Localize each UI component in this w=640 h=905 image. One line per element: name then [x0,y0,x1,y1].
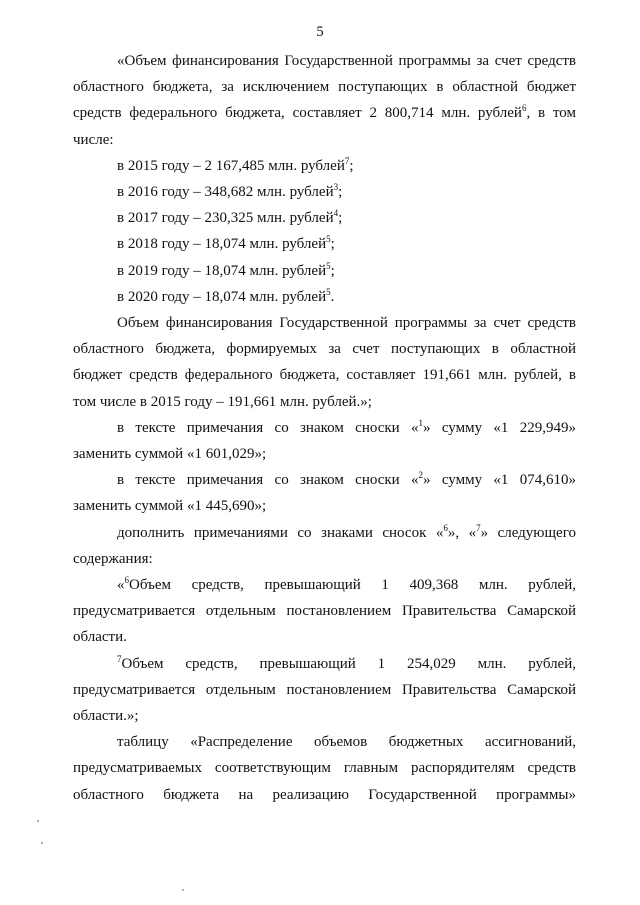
text-line: таблицу «Распределение объемов бюджетных ассигнований, [117,734,576,751]
punctuation: . [330,288,335,305]
text-fragment: » сумму «1 074,610» [423,472,576,489]
text-fragment: Объем средств, превышающий 1 409,368 млн. рублей, [129,577,576,594]
text-line: областного бюджета, формируемых за счет поступающих в областной [73,341,576,358]
text-line: том числе в 2015 году – 191,661 млн. рублей.»; [73,393,372,410]
year-amount-text: в 2017 году – 230,325 млн. рублей [117,210,334,227]
text-line: предусматривается отдельным постановлением Правительства Самарской [73,603,576,620]
footnote-ref: 6 [124,575,129,586]
footnote-ref: 7 [476,522,481,533]
year-amount-item [73,284,576,310]
text-fragment: дополнить примечаниями со знаками сносок « [117,524,444,541]
punctuation: ; [330,262,335,279]
footnote-ref: 4 [333,208,339,219]
footnote-ref: 5 [326,260,331,271]
text-fragment: », « [447,524,477,541]
punctuation: ; [338,210,343,227]
text-line [73,100,576,126]
text-fragment: » сумму «1 229,949» [423,419,576,436]
text-line: Объем финансирования Государственной программы за счет средств [117,315,576,332]
text-line: области. [73,629,127,646]
footnote-ref: 6 [521,103,527,114]
paragraph-financing-total [73,48,576,153]
year-amount-text: в 2019 году – 18,074 млн. рублей [117,262,327,279]
text-fragment: « [117,577,125,594]
paragraph-federal-financing [73,310,576,415]
paragraph-note-7 [73,651,576,730]
text-fragment: , в том [526,105,577,122]
text-line [73,651,576,677]
text-fragment: Объем средств, превышающий 1 254,029 млн. рублей, [121,655,576,672]
year-amount-item [73,231,576,257]
punctuation: ; [349,157,354,174]
punctuation: ; [338,184,343,201]
footnote-ref: 1 [418,417,424,428]
text-line: заменить суммой «1 601,029»; [73,446,267,463]
text-line: числе: [73,131,114,148]
year-amount-item [73,205,576,231]
year-amount-text: в 2015 году – 2 167,485 млн. рублей [117,157,345,174]
footnote-ref: 2 [418,470,424,481]
text-fragment: средств федерального бюджета, составляет 2 800,714 млн. рублей [73,105,522,122]
footnote-ref: 5 [326,286,331,297]
year-amount-item [73,179,576,205]
paragraph-note-6 [73,572,576,651]
paragraph-table-change [73,729,576,808]
text-line [73,467,576,493]
year-amount-text: в 2020 году – 18,074 млн. рублей [117,288,327,305]
text-line: области.»; [73,708,139,725]
text-line [73,520,576,546]
text-line: областного бюджета на реализацию Государственной программы» [73,786,576,803]
text-line: бюджет средств федерального бюджета, составляет 191,661 млн. рублей, в [73,367,576,384]
page-number: 5 [316,24,324,40]
text-fragment: в тексте примечания со знаком сноски « [117,472,419,489]
year-amount-text: в 2018 году – 18,074 млн. рублей [117,236,327,253]
scan-artifact [37,820,39,822]
paragraph-footnote-2-change [73,467,576,519]
footnote-ref: 7 [344,155,350,166]
footnote-ref: 3 [333,182,339,193]
text-line: «Объем финансирования Государственной программы за счет средств [117,53,576,69]
yearly-amounts-list [73,153,576,310]
year-amount-item [73,258,576,284]
text-line: заменить суммой «1 445,690»; [73,498,267,515]
punctuation: ; [330,236,335,253]
text-line [73,415,576,441]
document-body [73,48,576,808]
paragraph-footnote-1-change [73,415,576,467]
text-line: предусматриваемых соответствующим главным распорядителям средств [73,760,576,777]
text-line [73,572,576,598]
scan-artifact [182,889,184,891]
text-fragment: в тексте примечания со знаком сноски « [117,419,419,436]
text-line: областного бюджета, за исключением поступающих в областной бюджет [73,79,576,96]
text-line: предусматривается отдельным постановлением Правительства Самарской [73,681,576,698]
text-fragment: » следующего [480,524,576,541]
scan-artifact [41,842,43,844]
year-amount-item [73,153,576,179]
footnote-ref: 7 [117,653,122,664]
footnote-ref: 5 [326,234,331,245]
paragraph-add-notes [73,520,576,572]
year-amount-text: в 2016 году – 348,682 млн. рублей [117,184,334,201]
footnote-ref: 6 [443,522,448,533]
text-line: содержания: [73,550,153,567]
